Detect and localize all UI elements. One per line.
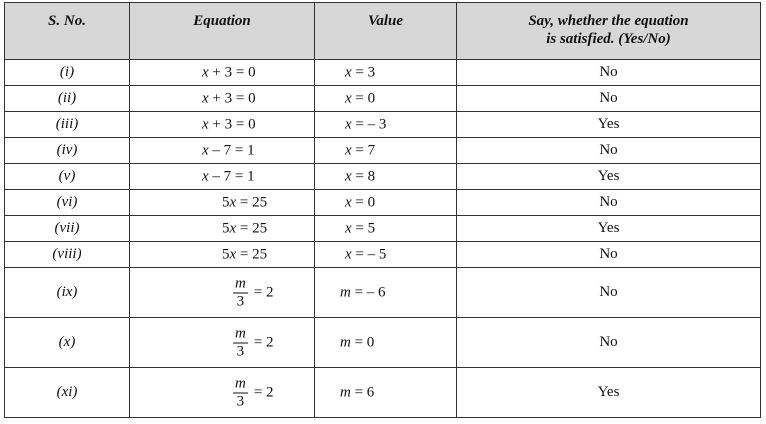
row-equation — [130, 190, 315, 216]
table-row — [5, 112, 761, 138]
val-rest: = 7 — [351, 142, 376, 158]
row-sno: (ii) — [5, 86, 130, 112]
row-equation — [130, 164, 315, 190]
row-result: Yes — [457, 164, 761, 190]
row-sno: (viii) — [5, 242, 130, 268]
row-sno: (v) — [5, 164, 130, 190]
fraction — [233, 325, 248, 360]
eq-rest: = 2 — [253, 384, 274, 400]
row-value — [315, 190, 457, 216]
row-value — [315, 138, 457, 164]
fraction-numerator: m — [235, 325, 246, 341]
val-variable: x — [345, 64, 352, 80]
eq-coefficient: 5 — [222, 194, 230, 210]
row-result: Yes — [457, 216, 761, 242]
fraction-denominator: 3 — [236, 393, 245, 409]
eq-coefficient: 5 — [222, 220, 230, 236]
row-value — [315, 164, 457, 190]
val-rest: = – 5 — [351, 246, 387, 262]
row-equation — [130, 112, 315, 138]
row-equation — [130, 368, 315, 418]
val-rest: = 8 — [351, 168, 376, 184]
eq-rest: + 3 = 0 — [208, 116, 256, 132]
row-sno: (x) — [5, 318, 130, 368]
eq-rest: = 25 — [236, 220, 268, 236]
fraction-denominator: 3 — [236, 293, 245, 309]
row-sno: (vii) — [5, 216, 130, 242]
table-row — [5, 86, 761, 112]
val-rest: = 5 — [351, 220, 376, 236]
row-sno: (iii) — [5, 112, 130, 138]
val-rest: = 6 — [350, 384, 375, 400]
eq-variable: x — [202, 64, 209, 80]
row-result: No — [457, 86, 761, 112]
row-value — [315, 216, 457, 242]
table-row — [5, 138, 761, 164]
table-header — [5, 3, 761, 60]
header-satisfied-line2: is satisfied. (Yes/No) — [546, 31, 671, 47]
header-satisfied-line1: Say, whether the equation — [528, 13, 689, 29]
fraction — [233, 275, 248, 310]
val-variable: x — [345, 116, 352, 132]
row-value — [315, 60, 457, 86]
row-result: No — [457, 242, 761, 268]
row-result: No — [457, 268, 761, 318]
row-sno: (vi) — [5, 190, 130, 216]
fraction-numerator: m — [235, 375, 246, 391]
row-result: No — [457, 190, 761, 216]
val-rest: = 0 — [351, 90, 376, 106]
row-value — [315, 368, 457, 418]
val-rest: = – 3 — [351, 116, 387, 132]
row-value — [315, 86, 457, 112]
val-variable: x — [345, 220, 352, 236]
row-result: Yes — [457, 368, 761, 418]
row-result: No — [457, 318, 761, 368]
header-satisfied — [457, 3, 761, 60]
table-row — [5, 368, 761, 418]
eq-variable: x — [202, 90, 209, 106]
fraction — [233, 375, 248, 410]
table-row — [5, 318, 761, 368]
row-equation — [130, 86, 315, 112]
eq-rest: = 2 — [253, 284, 274, 300]
row-value — [315, 112, 457, 138]
row-sno: (xi) — [5, 368, 130, 418]
table-row — [5, 164, 761, 190]
eq-variable: x — [229, 220, 237, 236]
row-value — [315, 242, 457, 268]
table-row — [5, 190, 761, 216]
row-sno: (iv) — [5, 138, 130, 164]
table-row — [5, 268, 761, 318]
row-sno: (ix) — [5, 268, 130, 318]
val-variable: x — [345, 142, 352, 158]
val-variable: m — [340, 284, 351, 300]
row-equation — [130, 318, 315, 368]
val-variable: x — [345, 90, 352, 106]
eq-variable: x — [202, 116, 209, 132]
eq-rest: = 25 — [236, 246, 268, 262]
row-result: Yes — [457, 112, 761, 138]
fraction-numerator: m — [235, 275, 246, 291]
header-row — [5, 3, 761, 60]
table-body — [5, 60, 761, 418]
equation-table — [4, 2, 761, 418]
eq-rest: = 25 — [236, 194, 268, 210]
row-equation — [130, 268, 315, 318]
eq-rest: – 7 = 1 — [208, 142, 255, 158]
row-value — [315, 268, 457, 318]
table-row — [5, 60, 761, 86]
eq-variable: x — [229, 246, 237, 262]
val-rest: = 0 — [350, 334, 375, 350]
val-rest: = – 6 — [350, 284, 386, 300]
row-value — [315, 318, 457, 368]
val-variable: x — [345, 246, 352, 262]
eq-variable: x — [202, 142, 209, 158]
val-variable: m — [340, 384, 351, 400]
row-equation — [130, 242, 315, 268]
eq-rest: + 3 = 0 — [208, 90, 256, 106]
row-result: No — [457, 60, 761, 86]
eq-variable: x — [229, 194, 237, 210]
row-equation — [130, 60, 315, 86]
row-result: No — [457, 138, 761, 164]
header-value: Value — [315, 3, 457, 60]
val-variable: m — [340, 334, 351, 350]
eq-rest: = 2 — [253, 334, 274, 350]
header-sno: S. No. — [5, 3, 130, 60]
eq-variable: x — [202, 168, 209, 184]
equation-table-container — [4, 2, 761, 418]
eq-coefficient: 5 — [222, 246, 230, 262]
val-variable: x — [345, 194, 352, 210]
val-variable: x — [345, 168, 352, 184]
val-rest: = 3 — [351, 64, 376, 80]
header-equation: Equation — [130, 3, 315, 60]
val-rest: = 0 — [351, 194, 376, 210]
table-row — [5, 242, 761, 268]
row-sno: (i) — [5, 60, 130, 86]
row-equation — [130, 138, 315, 164]
fraction-denominator: 3 — [236, 343, 245, 359]
row-equation — [130, 216, 315, 242]
table-row — [5, 216, 761, 242]
eq-rest: + 3 = 0 — [208, 64, 256, 80]
eq-rest: – 7 = 1 — [208, 168, 255, 184]
